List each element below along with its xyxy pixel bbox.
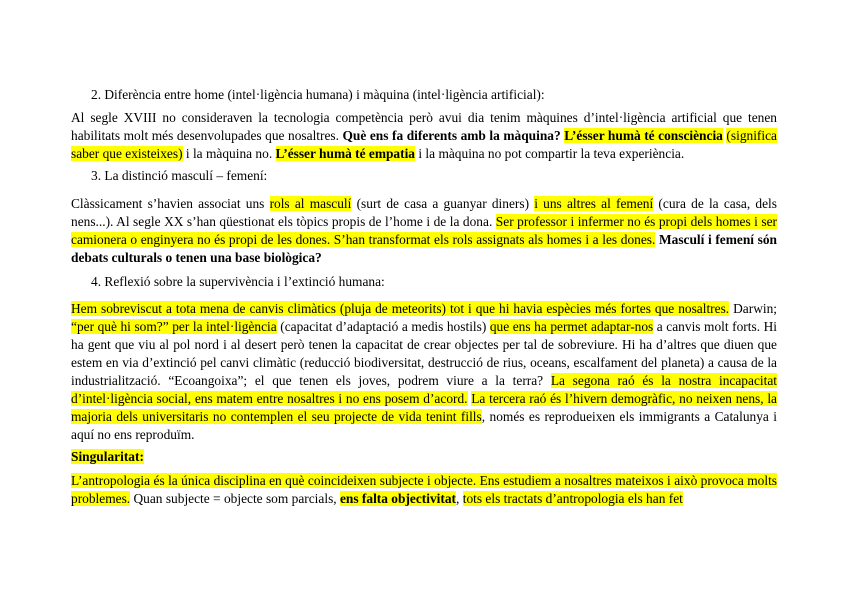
text-run: , — [456, 491, 463, 506]
text-run: Quan subjecte = objecte som parcials, — [130, 491, 340, 506]
text-run: Al segle XVIII no consideraven la tecnologia competència però avui dia tenim màquines d’intel·ligència artificial que tenen habilitats molt més desenvolupades que nosaltres. — [71, 110, 777, 143]
singularitat-paragraph — [71, 472, 777, 508]
section-2-heading: 2. Diferència entre home (intel·ligència humana) i màquina (intel·ligència artificial): — [91, 87, 545, 102]
text-run: (surt de casa a guanyar diners) — [351, 196, 535, 211]
text-run: Hem sobreviscut a tota mena de canvis climàtics (pluja de meteorits) tot i que hi havia espècies més fortes que nosaltres. — [71, 301, 730, 316]
text-run: i la màquina no pot compartir la teva experiència. — [415, 146, 685, 161]
text-run: L’ésser humà té empatia — [275, 146, 416, 161]
text-run: rols al masculí — [269, 196, 352, 211]
text-run: “per què hi som?” per la intel·ligència — [71, 319, 277, 334]
text-run: (capacitat d’adaptació a medis hostils) — [276, 319, 490, 334]
text-run — [276, 146, 415, 161]
text-run: L’ésser humà té consciència — [564, 128, 723, 143]
section-3-paragraph — [71, 195, 777, 267]
text-run: La segona raó és la nostra incapacitat d’intel·ligència social, ens matem entre nosaltres i no ens posem d’acord. — [71, 373, 777, 406]
singularitat-title-text: Singularitat: — [71, 449, 144, 464]
text-run: i la màquina no. — [182, 146, 276, 161]
section-2-paragraph — [71, 109, 777, 163]
text-run: a canvis molt forts. Hi ha gent que viu al pol nord i al desert però tenen la capacitat de crear objectes per tal de sobreviure. Hi ha d’altres que diuen que estem en via d’extinció pel canvi climàtic (reducció biodiversitat, destrucció de rius, oceans, escalfament del planeta) a causa de la industrialització. “Ecoangoixa”; el que tenen els joves, podrem viure a la terra? — [71, 319, 777, 388]
text-run — [340, 491, 456, 506]
text-run: Què ens fa diferents amb la màquina? — [342, 128, 561, 143]
singularitat-title — [71, 448, 777, 466]
text-run: , només es reprodueixen els immigrants a Catalunya i aquí no ens reproduïm. — [71, 409, 777, 442]
text-run: ens falta objectivitat — [339, 491, 457, 506]
text-run: Ser professor i infermer no és propi dels homes i ser camionera o enginyera no és propi de les dones. S’han transformat els rols assignats als homes i a les dones. — [71, 214, 777, 247]
text-run: L’antropologia és la única disciplina en què coincideixen subjecte i objecte. Ens estudiem a nosaltres mateixos i això provoca molts problemes. — [71, 473, 777, 506]
text-run: Darwin; — [729, 301, 777, 316]
text-run: Clàssicament s’havien associat uns — [71, 196, 270, 211]
text-run: La tercera raó és l’hivern demogràfic, no neixen nens, la majoria dels universitaris no contemplen el seu projecte de vida tenint fills — [71, 391, 777, 424]
text-run: i uns altres al femení — [534, 196, 654, 211]
text-run: Masculí i femení són debats culturals o tenen una base biològica? — [71, 232, 777, 265]
text-run: tots els tractats d’antropologia els han fet — [462, 491, 683, 506]
text-run: (cura de la casa, dels nens...). Al segle XX s’han qüestionat els tòpics propis de l’home i de la dona. — [71, 196, 777, 229]
text-run: (significa saber que existeixes) — [71, 128, 777, 161]
text-run — [564, 128, 723, 143]
text-run: que ens ha permet adaptar-nos — [489, 319, 654, 334]
section-4-heading: 4. Reflexió sobre la supervivència i l’extinció humana: — [91, 274, 385, 289]
section-4-paragraph — [71, 300, 777, 444]
section-3-heading: 3. La distinció masculí – femení: — [91, 168, 268, 183]
text-run — [343, 128, 561, 143]
